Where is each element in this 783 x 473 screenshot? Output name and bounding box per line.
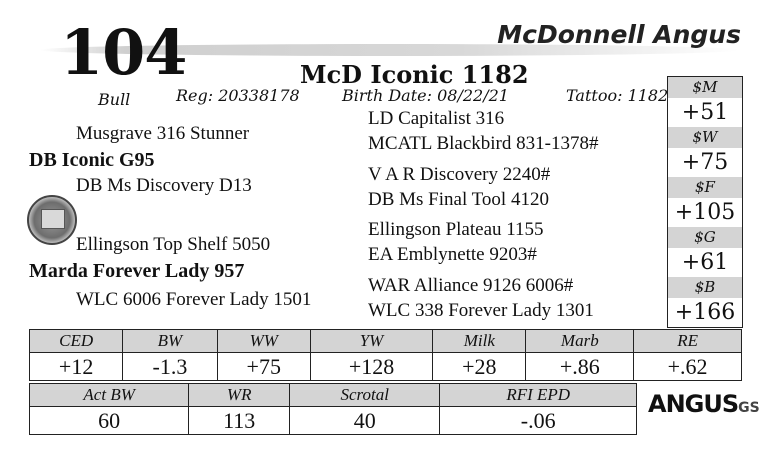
epd-value-ww: +75: [217, 353, 310, 381]
registration: Reg: 20338178: [176, 86, 300, 105]
animal-name: McD Iconic 1182: [300, 60, 529, 89]
birth-date: Birth Date: 08/22/21: [342, 86, 509, 105]
lot-number: 104: [60, 16, 187, 89]
pedigree-sire-dam: DB Ms Discovery D13: [76, 175, 252, 196]
index-label-b: $B: [668, 277, 742, 298]
epd-table-primary: [29, 329, 742, 381]
epd-header-wr: WR: [189, 384, 290, 407]
epd-value-wr: 113: [189, 407, 290, 435]
index-label-w: $W: [668, 127, 742, 148]
epd-value-ced: +12: [30, 353, 123, 381]
epd-value-rfi: -.06: [440, 407, 637, 435]
epd-header-actbw: Act BW: [30, 384, 189, 407]
index-value-f: +105: [674, 200, 736, 225]
logo-suffix-text: GS: [738, 400, 760, 416]
pedigree-dam-dam: WLC 6006 Forever Lady 1501: [76, 289, 312, 310]
dollar-index-box: [667, 76, 743, 328]
epd-header-rfi: RFI EPD: [440, 384, 637, 407]
index-value-b: +166: [674, 300, 736, 325]
epd-header-bw: BW: [123, 330, 217, 353]
pedigree-right-1: LD Capitalist 316: [368, 108, 505, 129]
epd-header-milk: Milk: [433, 330, 526, 353]
epd-header-marb: Marb: [526, 330, 634, 353]
logo-tagline: [648, 418, 763, 426]
angus-gs-logo: [648, 390, 763, 426]
index-label-m: $M: [668, 77, 742, 98]
tattoo: Tattoo: 1182: [566, 86, 669, 105]
sex-label: Bull: [98, 90, 131, 109]
epd-header-scrotal: Scrotal: [290, 384, 440, 407]
seal-icon: [27, 195, 77, 245]
index-label-g: $G: [668, 227, 742, 248]
epd-value-bw: -1.3: [123, 353, 217, 381]
pedigree-right-4: DB Ms Final Tool 4120: [368, 189, 549, 210]
epd-header-ced: CED: [30, 330, 123, 353]
pedigree-right-8: WLC 338 Forever Lady 1301: [368, 300, 594, 321]
pedigree-dam: Marda Forever Lady 957: [29, 260, 245, 282]
pedigree-dam-sire: Ellingson Top Shelf 5050: [76, 234, 271, 255]
pedigree-right-2: MCATL Blackbird 831-1378#: [368, 133, 599, 154]
pedigree-right-5: Ellingson Plateau 1155: [368, 219, 544, 240]
epd-value-re: +.62: [634, 353, 742, 381]
index-value-w: +75: [681, 150, 729, 175]
logo-main-text: ANGUS: [648, 390, 739, 418]
epd-header-re: RE: [634, 330, 742, 353]
epd-value-marb: +.86: [526, 353, 634, 381]
index-value-m: +51: [681, 100, 729, 125]
epd-value-milk: +28: [433, 353, 526, 381]
pedigree-right-3: V A R Discovery 2240#: [368, 164, 551, 185]
ranch-name: McDonnell Angus: [497, 20, 741, 49]
pedigree-sire: DB Iconic G95: [29, 149, 155, 171]
pedigree-right-6: EA Emblynette 9203#: [368, 244, 537, 265]
epd-table-secondary: [29, 383, 637, 435]
pedigree-sire-sire: Musgrave 316 Stunner: [76, 123, 250, 144]
pedigree-right-7: WAR Alliance 9126 6006#: [368, 275, 574, 296]
epd-header-yw: YW: [310, 330, 432, 353]
index-value-g: +61: [681, 250, 729, 275]
epd-value-yw: +128: [310, 353, 432, 381]
epd-header-ww: WW: [217, 330, 310, 353]
epd-value-scrotal: 40: [290, 407, 440, 435]
index-label-f: $F: [668, 177, 742, 198]
epd-value-actbw: 60: [30, 407, 189, 435]
